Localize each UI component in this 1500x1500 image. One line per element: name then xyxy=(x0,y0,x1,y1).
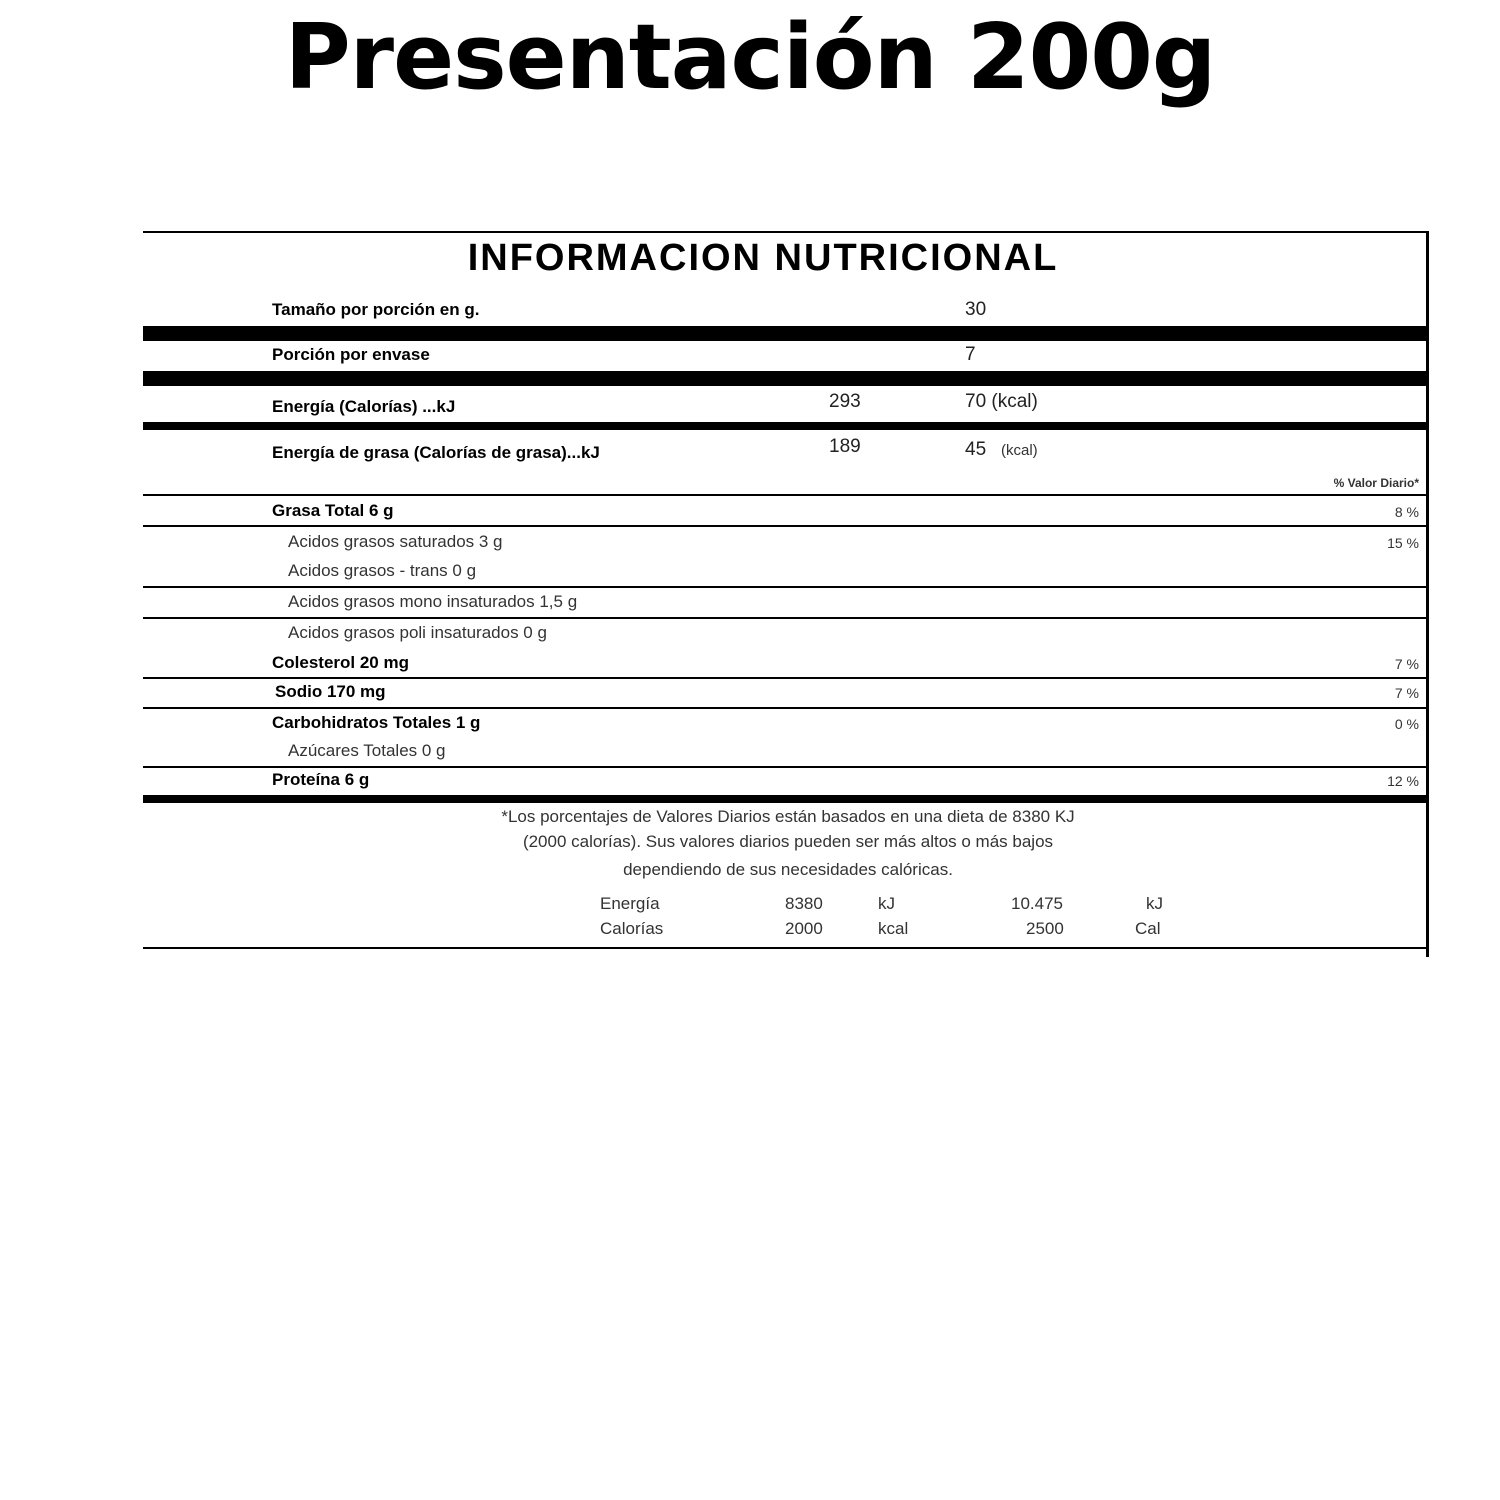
saturated-fat-dv: 15 % xyxy=(1387,535,1419,551)
sodium-dv: 7 % xyxy=(1394,685,1419,701)
divider xyxy=(143,707,1429,709)
divider xyxy=(143,422,1429,430)
divider xyxy=(143,586,1429,588)
energy-kcal: 70 (kcal) xyxy=(965,391,1038,412)
reference-energy-unit-2: kJ xyxy=(1146,894,1163,913)
nutrition-facts-label xyxy=(143,231,1429,957)
reference-energy-value-2: 10.475 xyxy=(1011,894,1063,913)
carbs-dv: 0 % xyxy=(1394,716,1419,732)
servings-value: 7 xyxy=(965,344,976,365)
serving-size-label: Tamaño por porción en g. xyxy=(272,300,480,319)
reference-calories-unit-1: kcal xyxy=(878,919,909,938)
divider xyxy=(143,795,1429,803)
energy-label: Energía (Calorías) ...kJ xyxy=(272,397,456,416)
reference-energy-label: Energía xyxy=(600,894,660,913)
reference-calories-value-1: 2000 xyxy=(785,919,823,938)
page-title: Presentación 200g xyxy=(284,5,1216,110)
energy-fat-kcal-unit: (kcal) xyxy=(1001,442,1038,459)
saturated-fat-label: Acidos grasos saturados 3 g xyxy=(288,532,503,551)
divider xyxy=(143,525,1429,527)
divider xyxy=(143,766,1429,768)
sugars-label: Azúcares Totales 0 g xyxy=(288,741,446,760)
mono-fat-label: Acidos grasos mono insaturados 1,5 g xyxy=(288,592,578,611)
energy-fat-kcal: 45 xyxy=(965,439,987,460)
servings-label: Porción por envase xyxy=(272,345,430,364)
reference-calories-label: Calorías xyxy=(600,919,664,938)
fat-total-dv: 8 % xyxy=(1394,504,1419,520)
footnote-line-1: *Los porcentajes de Valores Diarios están basados en una dieta de 8380 KJ xyxy=(501,807,1075,826)
reference-energy-value-1: 8380 xyxy=(785,894,823,913)
sodium-label: Sodio 170 mg xyxy=(275,682,386,701)
reference-calories-value-2: 2500 xyxy=(1026,919,1064,938)
footnote-line-2: (2000 calorías). Sus valores diarios pueden ser más altos o más bajos xyxy=(522,832,1054,851)
divider xyxy=(143,617,1429,619)
poly-fat-label: Acidos grasos poli insaturados 0 g xyxy=(288,623,547,642)
cholesterol-label: Colesterol 20 mg xyxy=(272,653,409,672)
energy-fat-label: Energía de grasa (Calorías de grasa)...kJ xyxy=(272,443,600,462)
label-title: INFORMACION NUTRICIONAL xyxy=(467,237,1059,279)
protein-label: Proteína 6 g xyxy=(272,770,370,789)
reference-energy-unit-1: kJ xyxy=(878,894,895,913)
top-border xyxy=(143,231,1429,233)
daily-value-header: % Valor Diario* xyxy=(1333,476,1419,490)
reference-calories-unit-2: Cal xyxy=(1135,919,1161,938)
trans-fat-label: Acidos grasos - trans 0 g xyxy=(288,561,477,580)
energy-fat-kj: 189 xyxy=(829,436,861,457)
divider xyxy=(143,947,1429,949)
divider xyxy=(143,371,1429,386)
divider xyxy=(143,494,1429,496)
divider xyxy=(143,326,1429,341)
energy-kj: 293 xyxy=(829,391,861,412)
protein-dv: 12 % xyxy=(1387,773,1419,789)
footnote-line-3: dependiendo de sus necesidades calóricas. xyxy=(623,860,953,879)
cholesterol-dv: 7 % xyxy=(1394,656,1419,672)
carbs-label: Carbohidratos Totales 1 g xyxy=(272,713,481,732)
fat-total-label: Grasa Total 6 g xyxy=(272,501,394,520)
divider xyxy=(143,677,1429,679)
serving-size-value: 30 xyxy=(965,299,987,320)
